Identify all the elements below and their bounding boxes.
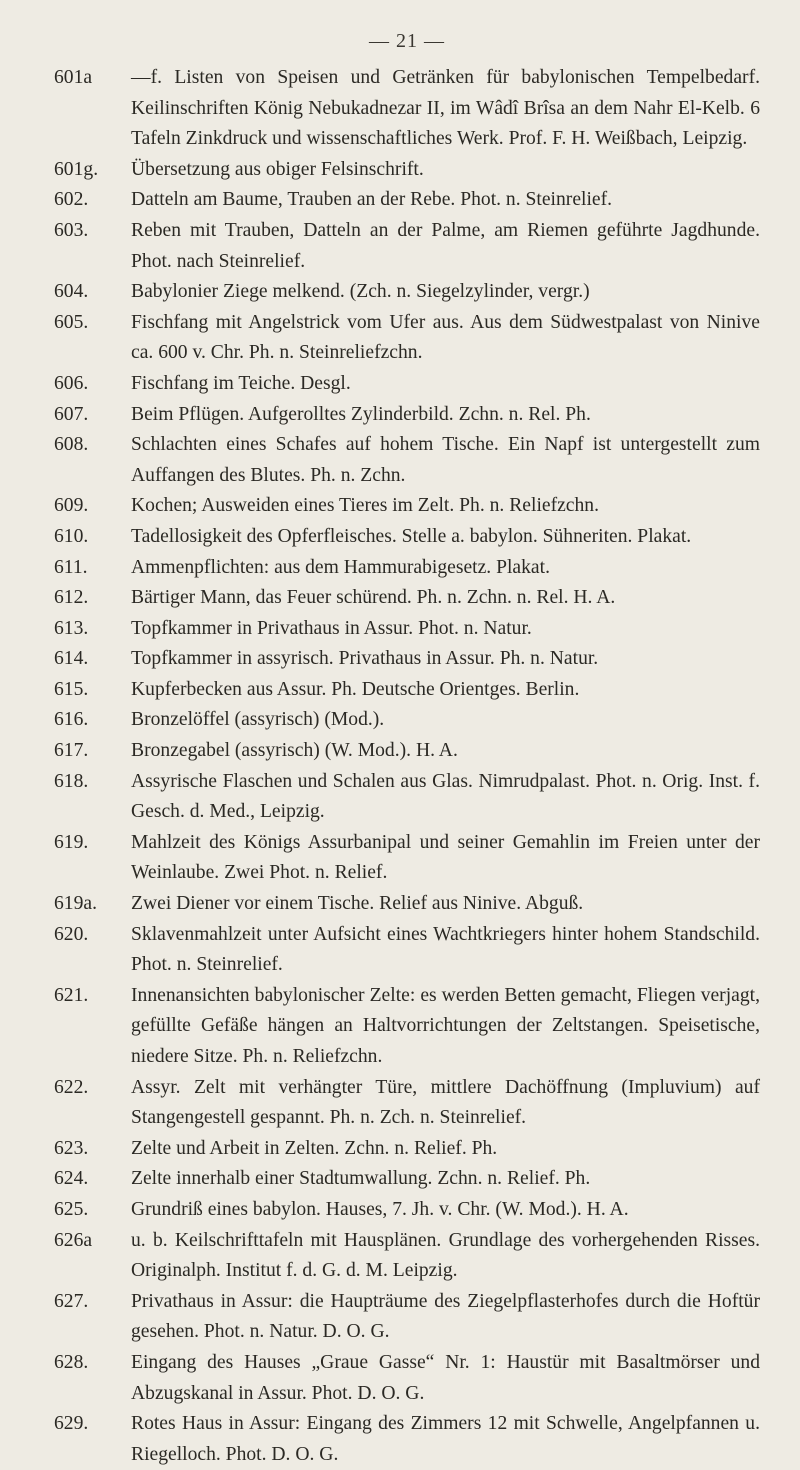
entry-text: Sklavenmahlzeit unter Aufsicht eines Wachtkriegers hinter hohem Standschild. Phot. n. Steinrelief. (131, 923, 760, 976)
entry-number: 623. (54, 1137, 89, 1159)
catalog-entry (54, 400, 760, 431)
catalog-entry (54, 705, 760, 736)
catalog-entry (54, 1348, 760, 1409)
entry-text: Fischfang mit Angelstrick vom Ufer aus. Aus dem Südwestpalast von Ninive ca. 600 v. Chr. Ph. n. Steinreliefzchn. (131, 311, 760, 364)
catalog-entry (54, 308, 760, 369)
catalog-entry (54, 675, 760, 706)
catalog-entry (54, 216, 760, 277)
catalog-entry (54, 1164, 760, 1195)
entry-text: Kupferbecken aus Assur. Ph. Deutsche Orientges. Berlin. (131, 678, 580, 700)
entry-number: 622. (54, 1076, 89, 1098)
catalog-entry (54, 614, 760, 645)
entry-number: 611. (54, 556, 88, 578)
catalog-entry (54, 491, 760, 522)
entry-number: 612. (54, 587, 89, 609)
entry-number: 615. (54, 678, 89, 700)
catalog-entry (54, 1073, 760, 1134)
catalog-entry (54, 1287, 760, 1348)
catalog-entry (54, 1195, 760, 1226)
entry-text: Babylonier Ziege melkend. (Zch. n. Siegelzylinder, vergr.) (131, 281, 590, 303)
entry-text: Zelte und Arbeit in Zelten. Zchn. n. Relief. Ph. (131, 1137, 498, 1159)
entry-number: 619a. (54, 893, 97, 915)
entry-text: Zwei Diener vor einem Tische. Relief aus Ninive. Abguß. (131, 893, 584, 915)
entry-number: 619. (54, 831, 89, 853)
entry-text: Topfkammer in Privathaus in Assur. Phot. n. Natur. (131, 617, 532, 639)
catalog-entries (54, 63, 760, 1470)
entry-text: Bronzegabel (assyrisch) (W. Mod.). H. A. (131, 740, 458, 762)
catalog-entry (54, 1134, 760, 1165)
catalog-entry (54, 583, 760, 614)
entry-number: 602. (54, 189, 89, 211)
page-number: — 21 — (369, 30, 445, 52)
entry-number: 628. (54, 1351, 89, 1373)
entry-number: 610. (54, 525, 89, 547)
entry-text: Privathaus in Assur: die Haupträume des Ziegelpflasterhofes durch die Hoftür gesehen. Phot. n. Natur. D. O. G. (131, 1290, 760, 1343)
catalog-entry (54, 981, 760, 1073)
entry-number: 621. (54, 984, 89, 1006)
catalog-entry (54, 553, 760, 584)
entry-number: 617. (54, 740, 89, 762)
entry-number: 608. (54, 434, 89, 456)
catalog-entry (54, 369, 760, 400)
entry-text: Schlachten eines Schafes auf hohem Tische. Ein Napf ist untergestellt zum Auffangen des Blutes. Ph. n. Zchn. (131, 434, 760, 486)
catalog-entry (54, 1226, 760, 1287)
catalog-entry (54, 522, 760, 553)
entry-text: —f. Listen von Speisen und Getränken für babylonischen Tempelbedarf. Keilinschriften König Nebukadnezar II, im Wâdî Brîsa an dem Nahr El-Kelb. 6 Tafeln Zinkdruck und wissenschaftliches Werk. Prof. F. H. Weißbach, Leipzig. (131, 67, 760, 150)
entry-text: Assyr. Zelt mit verhängter Türe, mittlere Dachöffnung (Impluvium) auf Stangengestell gespannt. Ph. n. Zch. n. Steinrelief. (131, 1076, 760, 1129)
entry-number: 627. (54, 1290, 89, 1312)
catalog-entry (54, 1409, 760, 1470)
catalog-entry (54, 736, 760, 767)
entry-number: 601g. (54, 158, 99, 180)
catalog-entry (54, 430, 760, 491)
entry-number: 626a (54, 1229, 93, 1251)
entry-number: 616. (54, 709, 89, 731)
entry-number: 606. (54, 372, 89, 394)
entry-text: Grundriß eines babylon. Hauses, 7. Jh. v. Chr. (W. Mod.). H. A. (131, 1198, 629, 1220)
catalog-entry (54, 644, 760, 675)
entry-text: Innenansichten babylonischer Zelte: es werden Betten gemacht, Fliegen verjagt, gefüllte Gefäße hängen an Haltvorrichtungen der Zeltstangen. Speisetische, niedere Sitze. Ph. n. Reliefzchn. (131, 984, 760, 1067)
entry-text: Bärtiger Mann, das Feuer schürend. Ph. n. Zchn. n. Rel. H. A. (131, 587, 616, 609)
catalog-entry (54, 828, 760, 889)
entry-text: Zelte innerhalb einer Stadtumwallung. Zchn. n. Relief. Ph. (131, 1168, 591, 1190)
entry-text: Tadellosigkeit des Opferfleisches. Stelle a. babylon. Sühneriten. Plakat. (131, 525, 692, 547)
entry-text: u. b. Keilschrifttafeln mit Hausplänen. Grundlage des vorhergehenden Risses. Originalph. Institut f. d. G. d. M. Leipzig. (131, 1229, 760, 1282)
entry-number: 613. (54, 617, 89, 639)
entry-text: Ammenpflichten: aus dem Hammurabigesetz. Plakat. (131, 556, 550, 578)
catalog-entry (54, 277, 760, 308)
entry-number: 609. (54, 495, 89, 517)
entry-text: Übersetzung aus obiger Felsinschrift. (131, 158, 424, 180)
entry-text: Reben mit Trauben, Datteln an der Palme, am Riemen geführte Jagdhunde. Phot. nach Steinrelief. (131, 219, 760, 272)
entry-text: Kochen; Ausweiden eines Tieres im Zelt. Ph. n. Reliefzchn. (131, 495, 599, 517)
entry-text: Fischfang im Teiche. Desgl. (131, 372, 351, 394)
catalog-entry (54, 155, 760, 186)
catalog-entry (54, 185, 760, 216)
catalog-entry (54, 63, 760, 155)
entry-text: Assyrische Flaschen und Schalen aus Glas. Nimrudpalast. Phot. n. Orig. Inst. f. Gesch. d. Med., Leipzig. (131, 770, 760, 823)
entry-number: 601a (54, 67, 93, 88)
entry-number: 625. (54, 1198, 89, 1220)
entry-number: 604. (54, 281, 89, 303)
entry-text: Beim Pflügen. Aufgerolltes Zylinderbild. Zchn. n. Rel. Ph. (131, 403, 591, 425)
entry-number: 618. (54, 770, 89, 792)
entry-text: Datteln am Baume, Trauben an der Rebe. Phot. n. Steinrelief. (131, 189, 613, 211)
entry-text: Rotes Haus in Assur: Eingang des Zimmers 12 mit Schwelle, Angelpfannen u. Riegelloch. Phot. D. O. G. (131, 1413, 760, 1465)
entry-number: 614. (54, 648, 89, 670)
entry-text: Topfkammer in assyrisch. Privathaus in Assur. Ph. n. Natur. (131, 648, 599, 670)
entry-text: Eingang des Hauses „Graue Gasse“ Nr. 1: Haustür mit Basaltmörser und Abzugskanal in Assur. Phot. D. O. G. (131, 1351, 760, 1404)
entry-number: 629. (54, 1413, 89, 1435)
entry-number: 603. (54, 219, 89, 241)
entry-text: Bronzelöffel (assyrisch) (Mod.). (131, 709, 385, 731)
entry-number: 620. (54, 923, 89, 945)
entry-number: 624. (54, 1168, 89, 1190)
entry-text: Mahlzeit des Königs Assurbanipal und seiner Gemahlin im Freien unter der Weinlaube. Zwei Phot. n. Relief. (131, 831, 760, 884)
catalog-entry (54, 920, 760, 981)
catalog-entry (54, 889, 760, 920)
catalog-entry (54, 767, 760, 828)
entry-number: 605. (54, 311, 89, 333)
entry-number: 607. (54, 403, 89, 425)
